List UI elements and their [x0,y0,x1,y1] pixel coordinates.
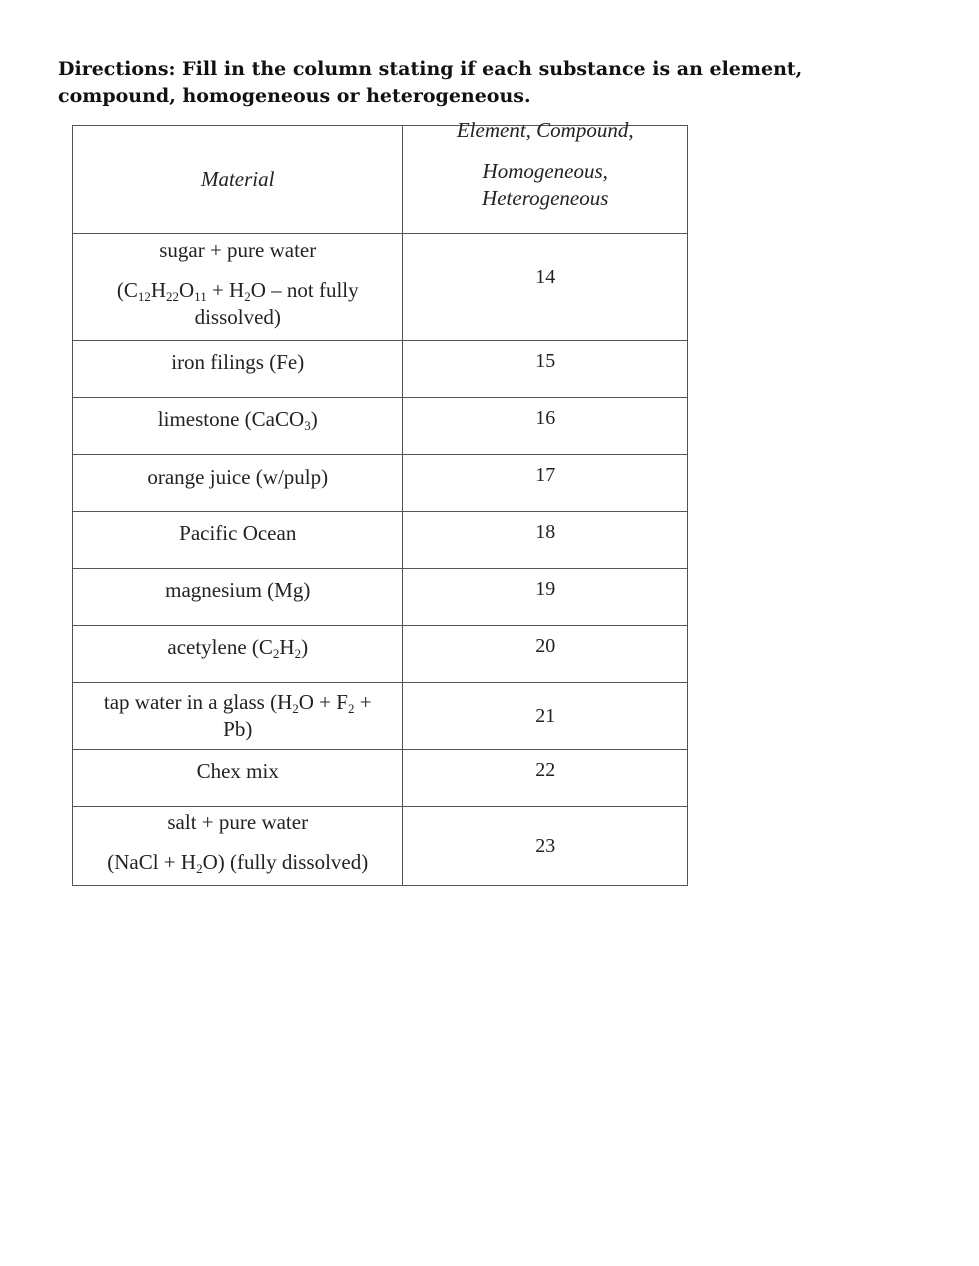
table-row [73,234,688,341]
header-answer [403,118,688,234]
material-formula: ($C_{12}H_{22}O_{11} + H_2O$ – not fully dissolved) [116,278,359,329]
material-cell: tap water in a glass $(H_2O + F_2 + Pb)$ [73,683,403,750]
answer-cell[interactable] [403,683,688,750]
table-row [73,455,688,512]
answer-cell[interactable] [403,455,688,512]
answer-cell[interactable] [403,512,688,569]
material-line1: sugar + pure water [159,238,317,262]
material-line1: salt + pure water [167,810,309,834]
question-number: 15 [535,350,556,372]
answer-cell[interactable] [403,807,688,886]
answer-cell[interactable] [403,569,688,626]
header-answer-line3: Heterogeneous [482,186,609,210]
material-cell: magnesium (Mg) [73,569,403,626]
question-number: 18 [535,521,556,543]
answer-cell[interactable] [403,750,688,807]
directions-text: Directions: Fill in the column stating if each substance is an element, compound, homogeneous or heterogeneous. [58,58,803,107]
table-row [73,569,688,626]
material-cell: orange juice (w/pulp) [73,455,403,512]
question-number: 22 [535,759,556,781]
table-row [73,683,688,750]
table-row [73,626,688,683]
table-row [73,512,688,569]
material-cell: iron filings (Fe) [73,341,403,398]
material-cell [73,234,403,341]
question-number: 19 [535,578,556,600]
material-cell: acetylene $(C_2H_2)$ [73,626,403,683]
material-formula: (NaCl + $H_2O$) (fully dissolved) [107,850,369,876]
question-number: 20 [535,635,556,657]
table-row [73,807,688,886]
material-cell: Pacific Ocean [73,512,403,569]
answer-cell[interactable] [403,626,688,683]
question-number: 23 [535,834,556,857]
header-answer-line1: Element, Compound, [456,118,634,142]
table-row [73,750,688,807]
question-number: 16 [535,407,556,429]
material-cell [73,807,403,886]
answer-cell[interactable] [403,234,688,341]
answer-cell[interactable] [403,398,688,455]
material-cell: limestone (CaCO$_3$) [73,398,403,455]
question-number: 17 [535,464,556,486]
answer-cell[interactable] [403,341,688,398]
question-number: 21 [535,704,556,727]
table-row [73,341,688,398]
question-number: 14 [535,266,556,288]
classification-table [72,118,688,886]
material-cell: Chex mix [73,750,403,807]
header-answer-line2: Homogeneous, [482,159,608,183]
table-header-row [73,126,688,234]
table-row [73,398,688,455]
header-material: Material [73,126,403,234]
